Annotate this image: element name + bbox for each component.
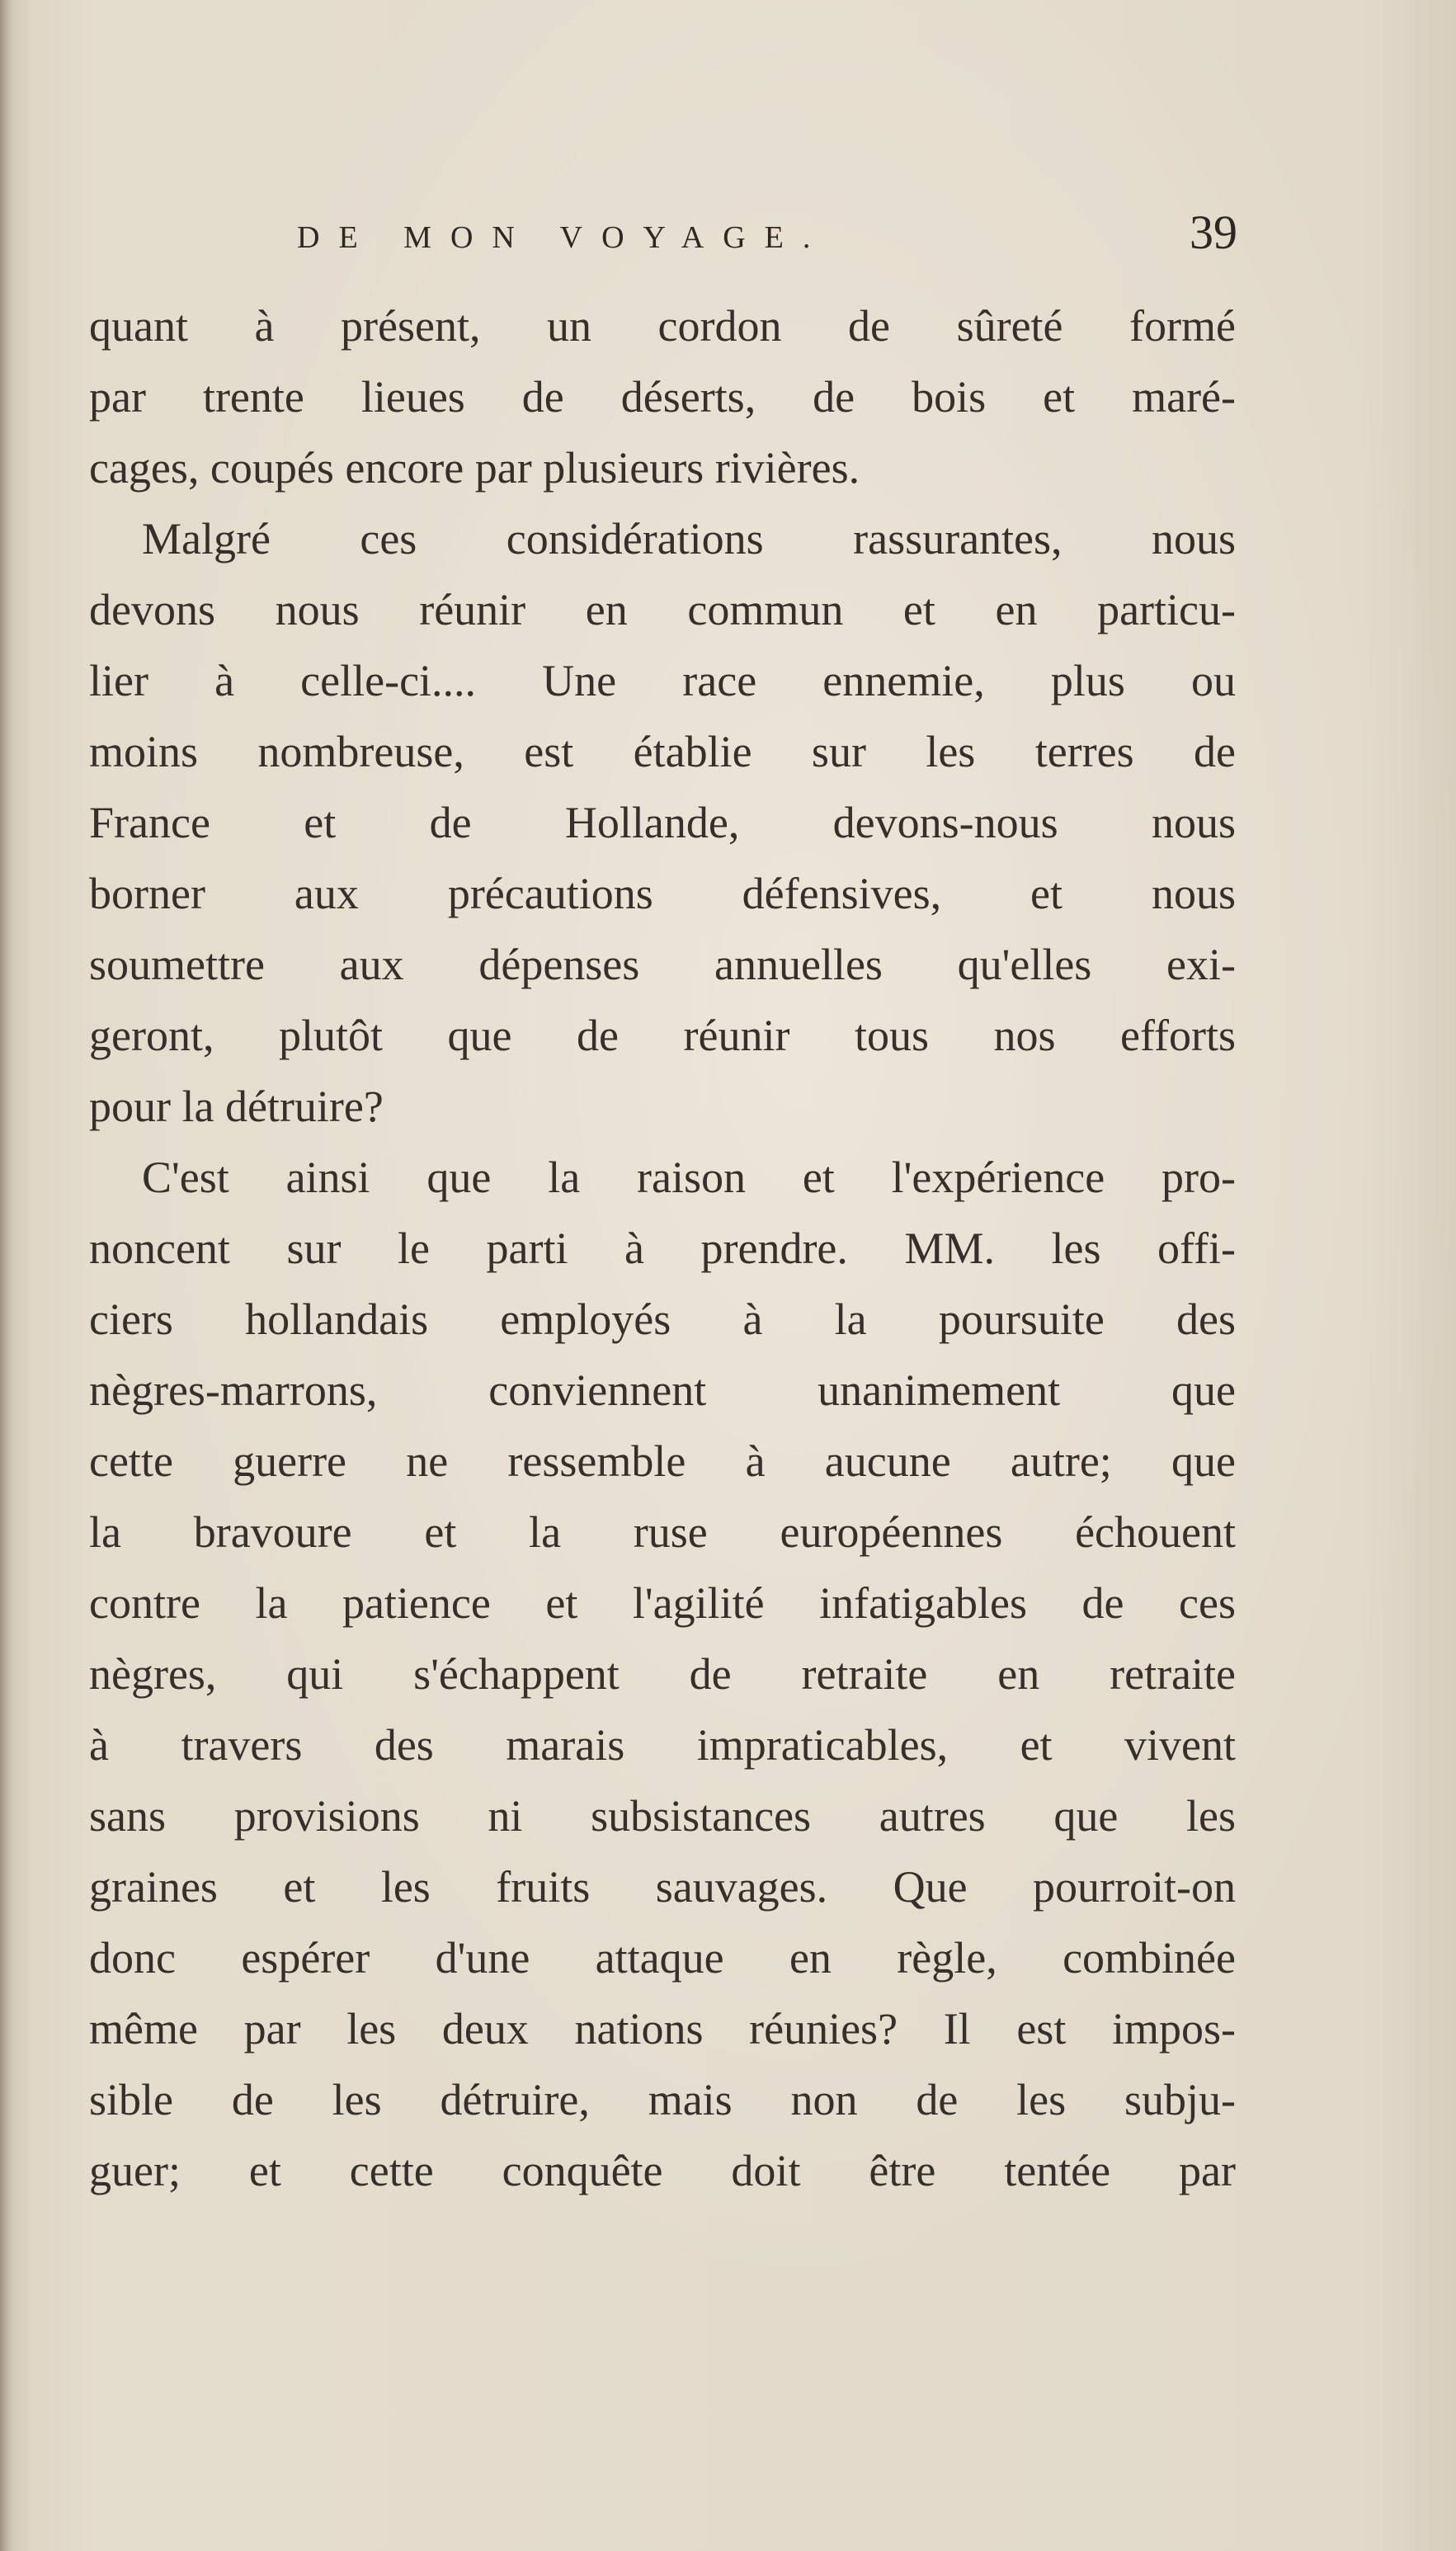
text-line: quant à présent, un cordon de sûreté formé bbox=[89, 301, 1236, 351]
text-line: devons nous réunir en commun et en particu- bbox=[89, 585, 1236, 634]
text-line: soumettre aux dépenses annuelles qu'elles exi- bbox=[89, 940, 1236, 989]
paragraph bbox=[89, 503, 1236, 1142]
text-line: pour la détruire? bbox=[89, 1082, 384, 1131]
text-line: moins nombreuse, est établie sur les terres de bbox=[89, 727, 1236, 776]
text-line: cette guerre ne ressemble à aucune autre; que bbox=[89, 1436, 1236, 1486]
text-line: graines et les fruits sauvages. Que pourroit-on bbox=[89, 1862, 1236, 1912]
text-line: cages, coupés encore par plusieurs rivières. bbox=[89, 443, 860, 493]
text-line: Malgré ces considérations rassurantes, nous bbox=[142, 514, 1236, 563]
text-line: à travers des marais impraticables, et vivent bbox=[89, 1720, 1236, 1770]
paragraph bbox=[89, 290, 1236, 503]
text-line: nègres-marrons, conviennent unanimement que bbox=[89, 1365, 1236, 1415]
text-line: nègres, qui s'échappent de retraite en retraite bbox=[89, 1649, 1236, 1699]
text-line: ciers hollandais employés à la poursuite des bbox=[89, 1294, 1236, 1344]
running-head: DE MON VOYAGE. bbox=[297, 220, 830, 255]
text-line: donc espérer d'une attaque en règle, combinée bbox=[89, 1933, 1236, 1983]
text-line: la bravoure et la ruse européennes échouent bbox=[89, 1507, 1236, 1557]
text-line: noncent sur le parti à prendre. MM. les offi- bbox=[89, 1224, 1236, 1273]
page-number: 39 bbox=[1190, 205, 1237, 259]
text-line: C'est ainsi que la raison et l'expérience pro- bbox=[142, 1153, 1236, 1202]
text-line: sans provisions ni subsistances autres que les bbox=[89, 1791, 1236, 1841]
text-line: contre la patience et l'agilité infatigables de ces bbox=[89, 1578, 1236, 1628]
binding-edge bbox=[0, 0, 13, 2551]
text-line: sible de les détruire, mais non de les subju- bbox=[89, 2075, 1236, 2124]
text-line: geront, plutôt que de réunir tous nos efforts bbox=[89, 1011, 1236, 1060]
text-line: lier à celle-ci.... Une race ennemie, plus ou bbox=[89, 656, 1236, 705]
text-line: même par les deux nations réunies? Il est impos- bbox=[89, 2004, 1236, 2054]
page-header bbox=[297, 205, 1237, 271]
paragraph bbox=[89, 1142, 1236, 2206]
text-line: par trente lieues de déserts, de bois et maré- bbox=[89, 372, 1236, 422]
text-line: borner aux précautions défensives, et nous bbox=[89, 869, 1236, 918]
text-line: France et de Hollande, devons-nous nous bbox=[89, 798, 1236, 847]
body-text bbox=[89, 290, 1236, 2206]
text-line: guer; et cette conquête doit être tentée par bbox=[89, 2146, 1236, 2195]
